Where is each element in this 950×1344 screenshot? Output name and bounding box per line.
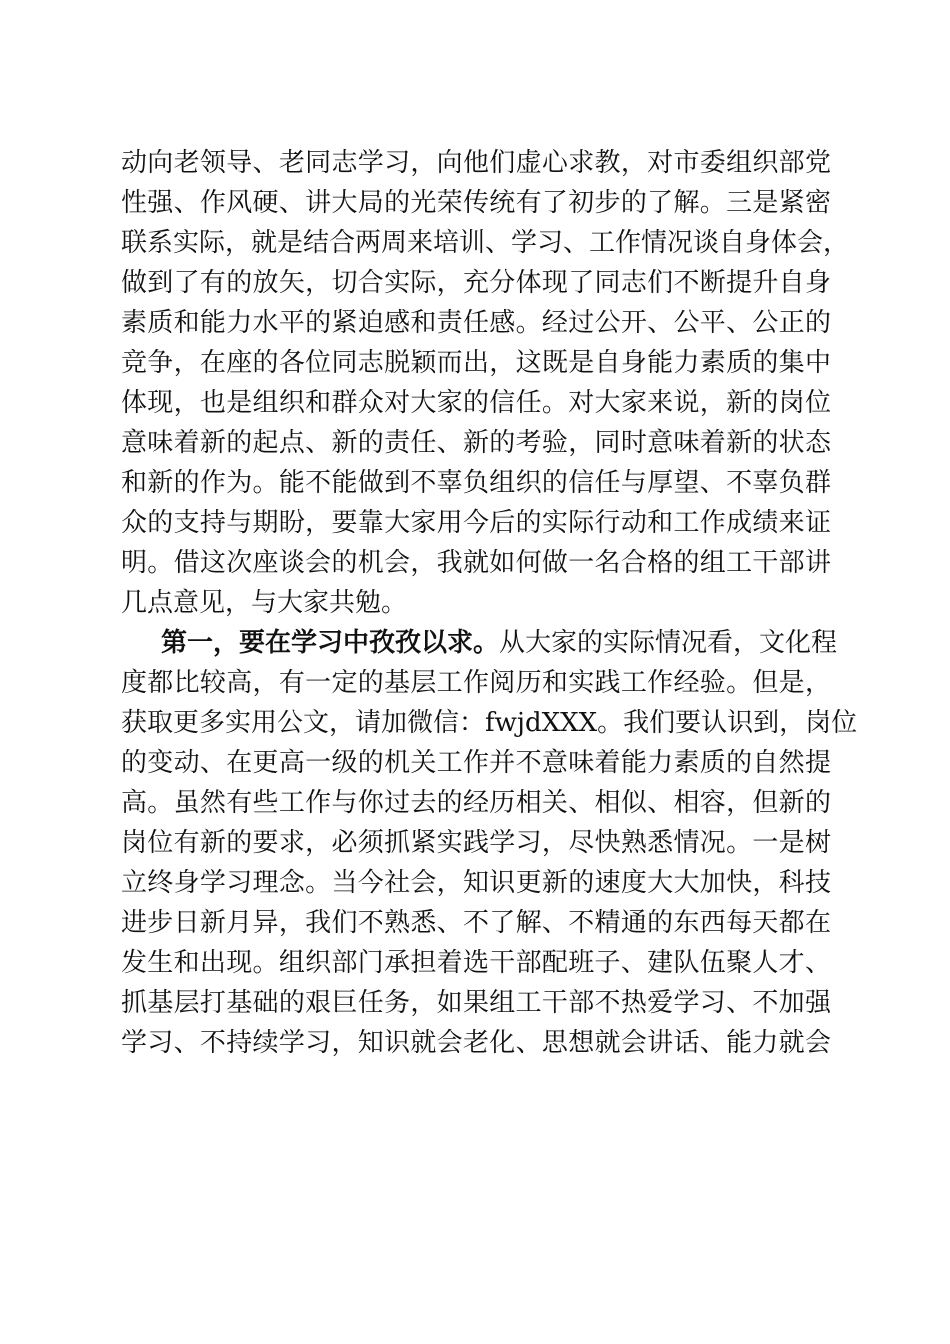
text-line: 和新的作为。能不能做到不辜负组织的信任与厚望、不辜负群 xyxy=(121,468,831,498)
text-line: 明。借这次座谈会的机会，我就如何做一名合格的组工干部讲 xyxy=(121,548,831,578)
text-line: 立终身学习理念。当今社会，知识更新的速度大大加快，科技 xyxy=(121,868,831,898)
text-line: 意味着新的起点、新的责任、新的考验，同时意味着新的状态 xyxy=(121,428,831,458)
text-line: 度都比较高，有一定的基层工作阅历和实践工作经验。但是， xyxy=(121,668,831,698)
text-line: 体现，也是组织和群众对大家的信任。对大家来说，新的岗位 xyxy=(121,388,831,418)
text-line: 进步日新月异，我们不熟悉、不了解、不精通的东西每天都在 xyxy=(121,908,831,938)
text-line: 竞争，在座的各位同志脱颖而出，这既是自身能力素质的集中 xyxy=(121,348,831,378)
text-line: 性强、作风硬、讲大局的光荣传统有了初步的了解。三是紧密 xyxy=(121,188,831,218)
text-line: 获取更多实用公文，请加微信：fwjdXXX。我们要认识到，岗位 xyxy=(121,708,858,738)
text-line: 众的支持与期盼，要靠大家用今后的实际行动和工作成绩来证 xyxy=(121,508,831,538)
text-line: 联系实际，就是结合两周来培训、学习、工作情况谈自身体会， xyxy=(121,228,850,258)
text-line: 的变动、在更高一级的机关工作并不意味着能力素质的自然提 xyxy=(121,748,831,778)
text-line: 高。虽然有些工作与你过去的经历相关、相似、相容，但新的 xyxy=(121,788,831,818)
text-line: 学习、不持续学习，知识就会老化、思想就会讲话、能力就会 xyxy=(121,1028,831,1058)
text-span: 从大家的实际情况看，文化程 xyxy=(499,628,838,658)
text-line xyxy=(161,623,838,663)
text-line: 岗位有新的要求，必须抓紧实践学习，尽快熟悉情况。一是树 xyxy=(121,828,831,858)
text-line: 发生和出现。组织部门承担着选干部配班子、建队伍聚人才、 xyxy=(121,948,831,978)
text-line: 抓基层打基础的艰巨任务，如果组工干部不热爱学习、不加强 xyxy=(121,988,831,1018)
text-line: 几点意见，与大家共勉。 xyxy=(121,588,408,618)
text-line: 动向老领导、老同志学习，向他们虚心求教，对市委组织部党 xyxy=(121,148,831,178)
text-line: 做到了有的放矢，切合实际，充分体现了同志们不断提升自身 xyxy=(121,268,831,298)
text-line: 素质和能力水平的紧迫感和责任感。经过公开、公平、公正的 xyxy=(121,308,831,338)
section-heading: 第一，要在学习中孜孜以求。 xyxy=(161,628,500,658)
